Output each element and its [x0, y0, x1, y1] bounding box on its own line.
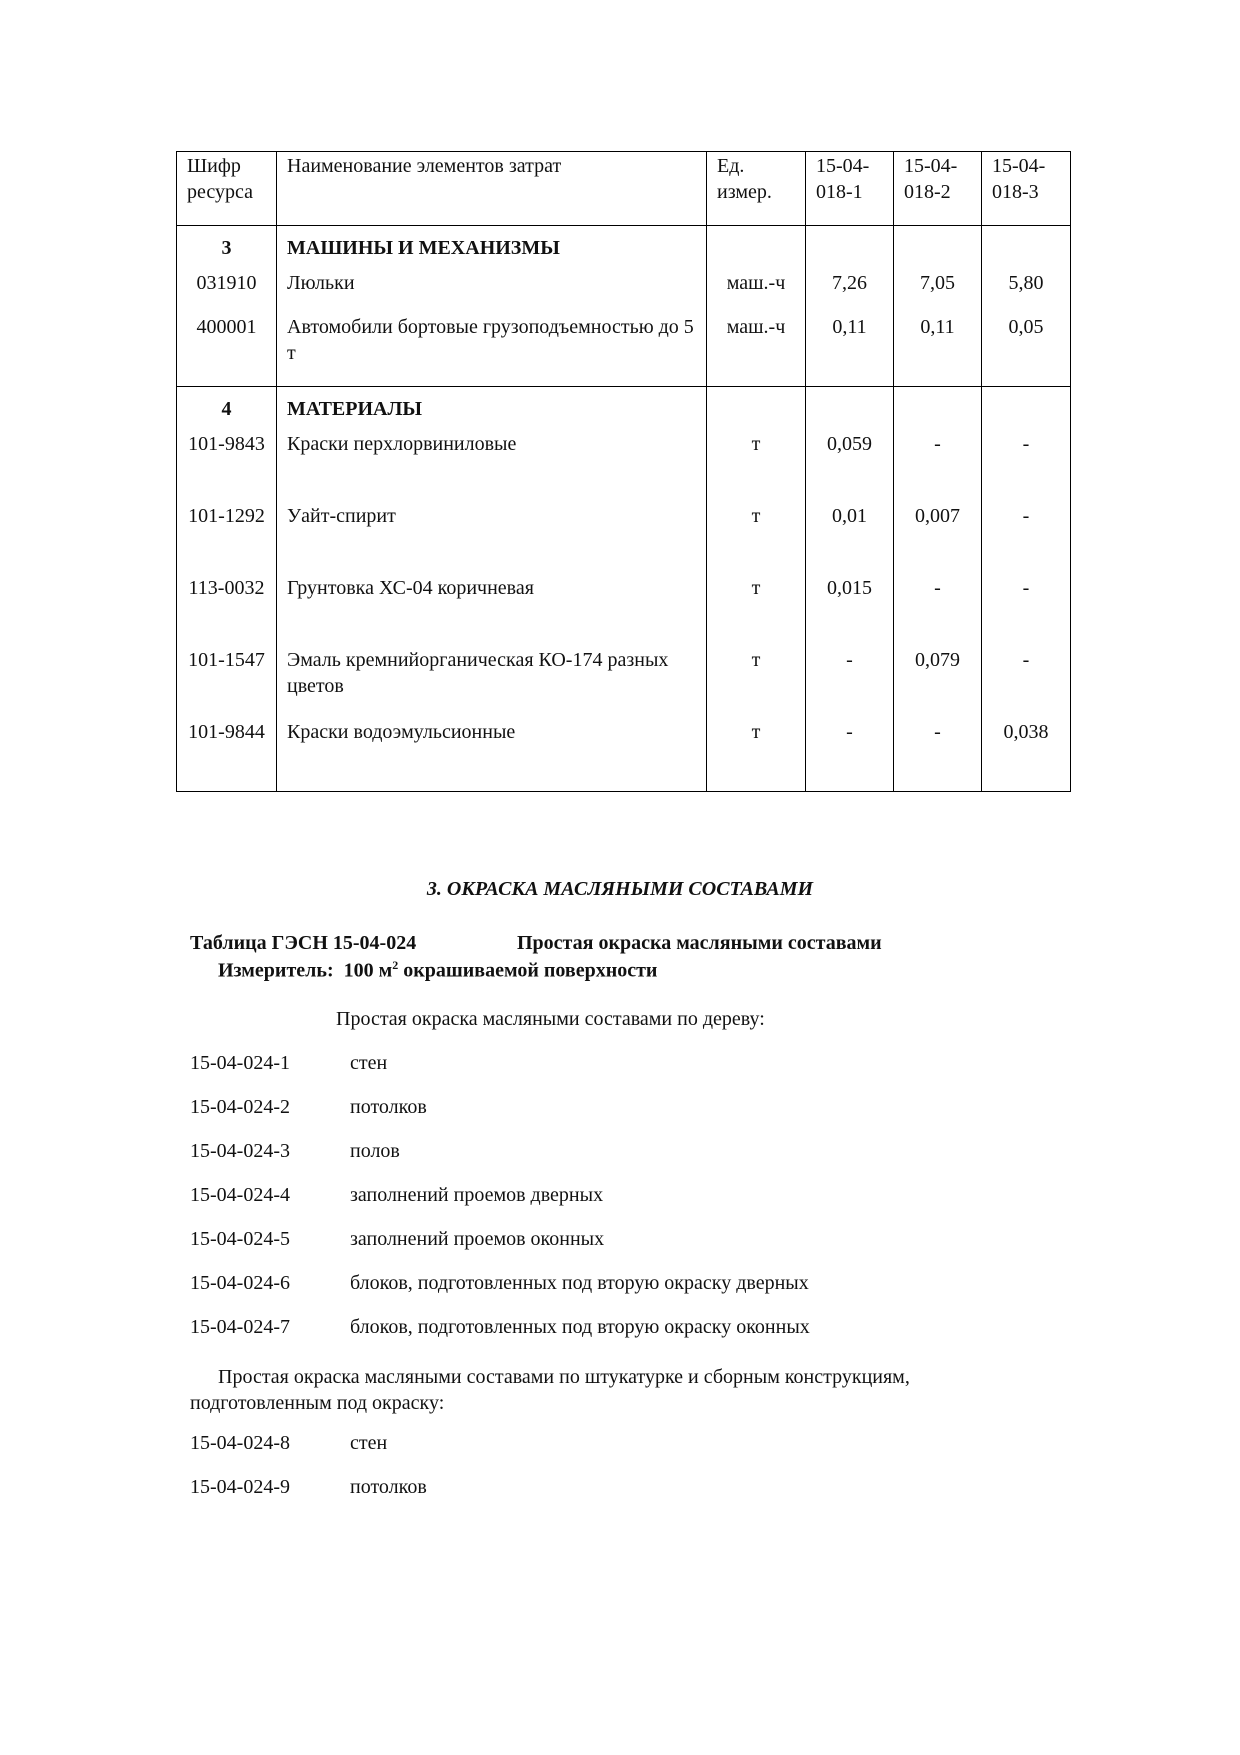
value-1: 0,015: [806, 575, 894, 647]
header-name: Наименование элементов затрат: [277, 152, 707, 226]
meter-value: 100 м: [343, 959, 393, 982]
resource-unit: т: [707, 719, 806, 792]
resource-unit: т: [707, 431, 806, 503]
value-1: 7,26: [806, 270, 894, 314]
table-label: Таблица ГЭСН 15-04-024: [190, 932, 417, 954]
header-col-3: 15-04-018-3: [982, 152, 1071, 226]
value-2: 0,079: [894, 647, 982, 719]
item-code: 15-04-024-3: [190, 1140, 290, 1162]
resource-code: 101-1292: [177, 503, 277, 575]
value-3: -: [982, 431, 1071, 503]
list-item: [190, 1272, 809, 1295]
resource-table: [176, 151, 1071, 792]
section-code: 3: [177, 226, 277, 271]
resource-code: 101-9843: [177, 431, 277, 503]
value-2: -: [894, 431, 982, 503]
value-3: 0,038: [982, 719, 1071, 792]
resource-name: Люльки: [277, 270, 707, 314]
item-code: 15-04-024-7: [190, 1316, 290, 1338]
section-heading: 3. ОКРАСКА МАСЛЯНЫМИ СОСТАВАМИ: [426, 878, 814, 900]
table-name: Простая окраска масляными составами: [517, 932, 882, 954]
item-code: 15-04-024-2: [190, 1096, 290, 1118]
item-text: блоков, подготовленных под вторую окраску оконных: [350, 1316, 810, 1338]
resource-code: 400001: [177, 314, 277, 387]
value-1: -: [806, 647, 894, 719]
item-code: 15-04-024-1: [190, 1052, 290, 1074]
resource-code: 101-1547: [177, 647, 277, 719]
header-code: Шифр ресурса: [177, 152, 277, 226]
resource-name: Краски перхлорвиниловые: [277, 431, 707, 503]
list-item: [190, 1140, 400, 1163]
item-text: блоков, подготовленных под вторую окраску дверных: [350, 1272, 809, 1294]
list-item: [190, 1316, 810, 1339]
item-text: заполнений проемов оконных: [350, 1228, 605, 1250]
value-2: 7,05: [894, 270, 982, 314]
resource-code: 101-9844: [177, 719, 277, 792]
resource-unit: т: [707, 575, 806, 647]
header-col-1: 15-04-018-1: [806, 152, 894, 226]
resource-unit: маш.-ч: [707, 270, 806, 314]
table-row: [177, 314, 1071, 387]
resource-name: Грунтовка ХС-04 коричневая: [277, 575, 707, 647]
resource-code: 113-0032: [177, 575, 277, 647]
table-row: [177, 575, 1071, 647]
value-3: -: [982, 503, 1071, 575]
table-row: [177, 503, 1071, 575]
table-row: [177, 431, 1071, 503]
header-col-2: 15-04-018-2: [894, 152, 982, 226]
resource-name: Эмаль кремнийорганическая КО-174 разных цветов: [277, 647, 707, 719]
value-2: -: [894, 719, 982, 792]
meter-line: [218, 958, 657, 983]
intro-wood: Простая окраска масляными составами по дереву:: [336, 1008, 765, 1030]
table-row: [177, 270, 1071, 314]
section-title: МАШИНЫ И МЕХАНИЗМЫ: [277, 226, 707, 271]
value-3: 5,80: [982, 270, 1071, 314]
resource-unit: маш.-ч: [707, 314, 806, 387]
resource-unit: т: [707, 503, 806, 575]
intro-plaster: Простая окраска масляными составами по штукатурке и сборным конструкциям, подготовленным под окраску:: [190, 1366, 910, 1414]
item-text: стен: [350, 1052, 388, 1074]
section-row-materials: [177, 387, 1071, 432]
meter-suffix: окрашиваемой поверхности: [398, 959, 658, 982]
item-code: 15-04-024-5: [190, 1228, 290, 1250]
meter-label: Измеритель:: [218, 959, 334, 982]
value-1: 0,059: [806, 431, 894, 503]
item-code: 15-04-024-4: [190, 1184, 290, 1206]
list-item: [190, 1432, 387, 1455]
value-2: 0,11: [894, 314, 982, 387]
section-title: МАТЕРИАЛЫ: [277, 387, 707, 432]
value-3: 0,05: [982, 314, 1071, 387]
item-code: 15-04-024-9: [190, 1476, 290, 1498]
resource-name: Автомобили бортовые грузоподъемностью до 5 т: [277, 314, 707, 387]
resource-name: Краски водоэмульсионные: [277, 719, 707, 792]
value-2: -: [894, 575, 982, 647]
value-3: -: [982, 575, 1071, 647]
table-row: [177, 647, 1071, 719]
value-1: 0,11: [806, 314, 894, 387]
header-unit: Ед. измер.: [707, 152, 806, 226]
item-text: заполнений проемов дверных: [350, 1184, 604, 1206]
table-header-row: [177, 152, 1071, 226]
resource-code: 031910: [177, 270, 277, 314]
item-text: потолков: [350, 1096, 427, 1118]
value-2: 0,007: [894, 503, 982, 575]
list-item: [190, 1052, 387, 1075]
value-1: -: [806, 719, 894, 792]
resource-name: Уайт-спирит: [277, 503, 707, 575]
value-3: -: [982, 647, 1071, 719]
value-1: 0,01: [806, 503, 894, 575]
meter-sup: 2: [392, 958, 399, 972]
list-item: [190, 1476, 427, 1499]
item-text: потолков: [350, 1476, 427, 1498]
section-code: 4: [177, 387, 277, 432]
list-item: [190, 1228, 604, 1251]
list-item: [190, 1096, 427, 1119]
item-code: 15-04-024-6: [190, 1272, 290, 1294]
section-row-machines: [177, 226, 1071, 271]
item-text: полов: [350, 1140, 400, 1162]
item-code: 15-04-024-8: [190, 1432, 290, 1454]
item-text: стен: [350, 1432, 388, 1454]
resource-unit: т: [707, 647, 806, 719]
table-row: [177, 719, 1071, 792]
table-title-line: [190, 932, 882, 955]
list-item: [190, 1184, 603, 1207]
